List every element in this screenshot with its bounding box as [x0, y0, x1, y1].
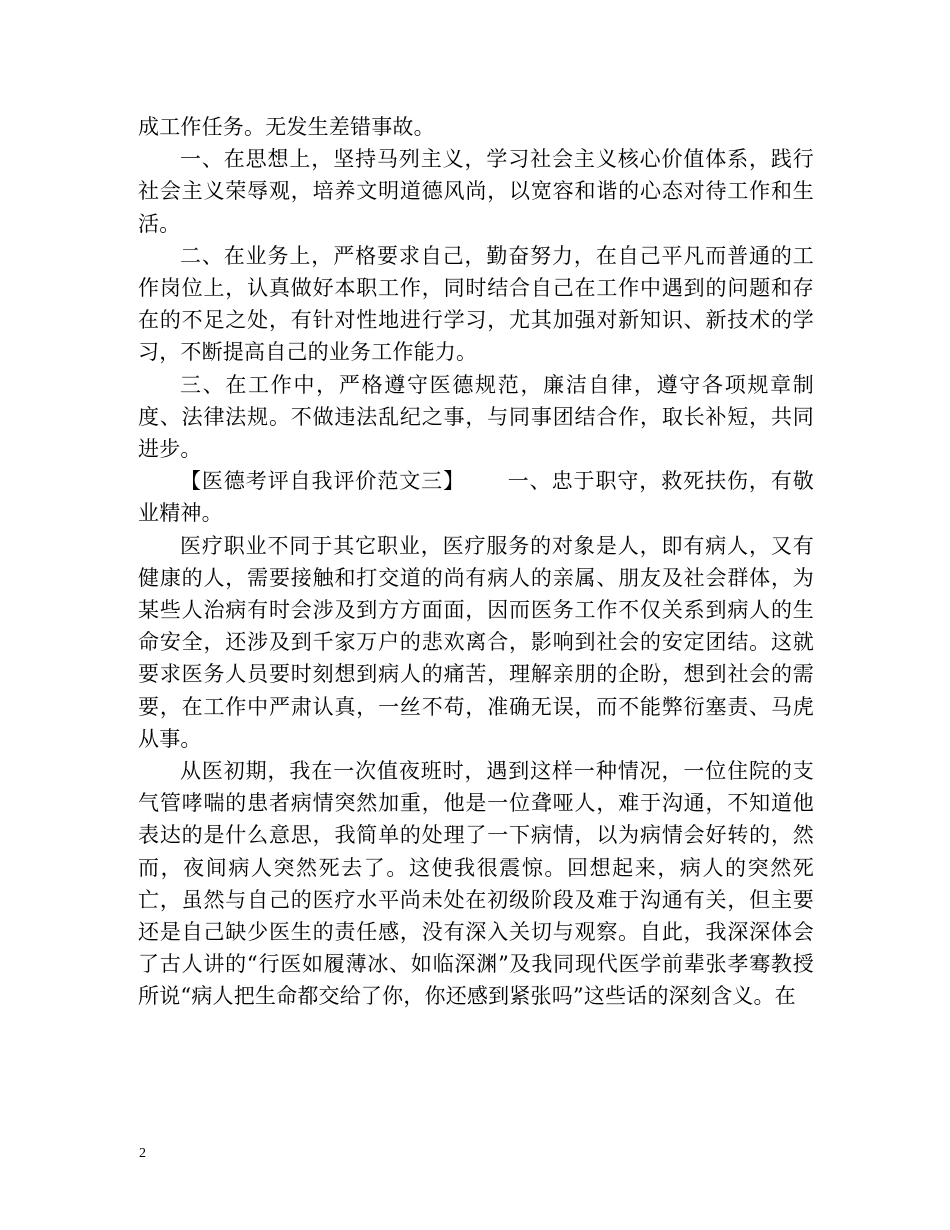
paragraph-medical-profession: 医疗职业不同于其它职业，医疗服务的对象是人，即有病人，又有健康的人，需要接触和打交道的尚有病人的亲属、朋友及社会群体，为某些人治病有时会涉及到方方面面，因而医务工作不仅关系到病人的生命安全，还涉及到千家万户的悲欢离合，影响到社会的安定团结。这就要求医务人员要时刻想到病人的痛苦，理解亲朋的企盼，想到社会的需要，在工作中严肃认真，一丝不苟，准确无误，而不能弊衍塞责、马虎从事。: [138, 533, 814, 751]
paragraph-business: 二、在业务上，严格要求自己，勤奋努力，在自己平凡而普通的工作岗位上，认真做好本职工作，同时结合自己在工作中遇到的问题和存在的不足之处，有针对性地进行学习，尤其加强对新知识、新技术的学习，不断提高自己的业务工作能力。: [138, 243, 814, 365]
paragraph-ideology: 一、在思想上，坚持马列主义，学习社会主义核心价值体系，践行社会主义荣辱观，培养文明道德风尚，以宽容和谐的心态对待工作和生活。: [138, 147, 814, 236]
document-body: [138, 111, 814, 1013]
paragraph-work: 三、在工作中，严格遵守医德规范，廉洁自律，遵守各项规章制度、法律法规。不做违法乱纪之事，与同事团结合作，取长补短，共同进步。: [138, 372, 814, 462]
page-number: 2: [139, 1146, 146, 1161]
paragraph-section-three: [138, 465, 814, 529]
paragraph-continuation: 成工作任务。无发生差错事故。: [138, 115, 435, 139]
paragraph-night-shift: 从医初期，我在一次值夜班时，遇到这样一种情况，一位住院的支气管哮喘的患者病情突然加重，他是一位聋哑人，难于沟通，不知道他表达的是什么意思，我简单的处理了一下病情，以为病情会好转的，然而，夜间病人突然死去了。这使我很震惊。回想起来，病人的突然死亡，虽然与自己的医疗水平尚未处在初级阶段及难于沟通有关，但主要还是自己缺少医生的责任感，没有深入关切与观察。自此，我深深体会了古人讲的“行医如履薄冰、如临深渊”及我同现代医学前辈张孝骞教授所说“病人把生命都交给了你，你还感到紧张吗”这些话的深刻含义。在: [138, 759, 814, 1009]
section-heading: 【医德考评自我评价范文三】: [180, 469, 466, 494]
section-first-point: 一、忠于职守，救死扶伤，有敬业精神。: [138, 469, 814, 526]
